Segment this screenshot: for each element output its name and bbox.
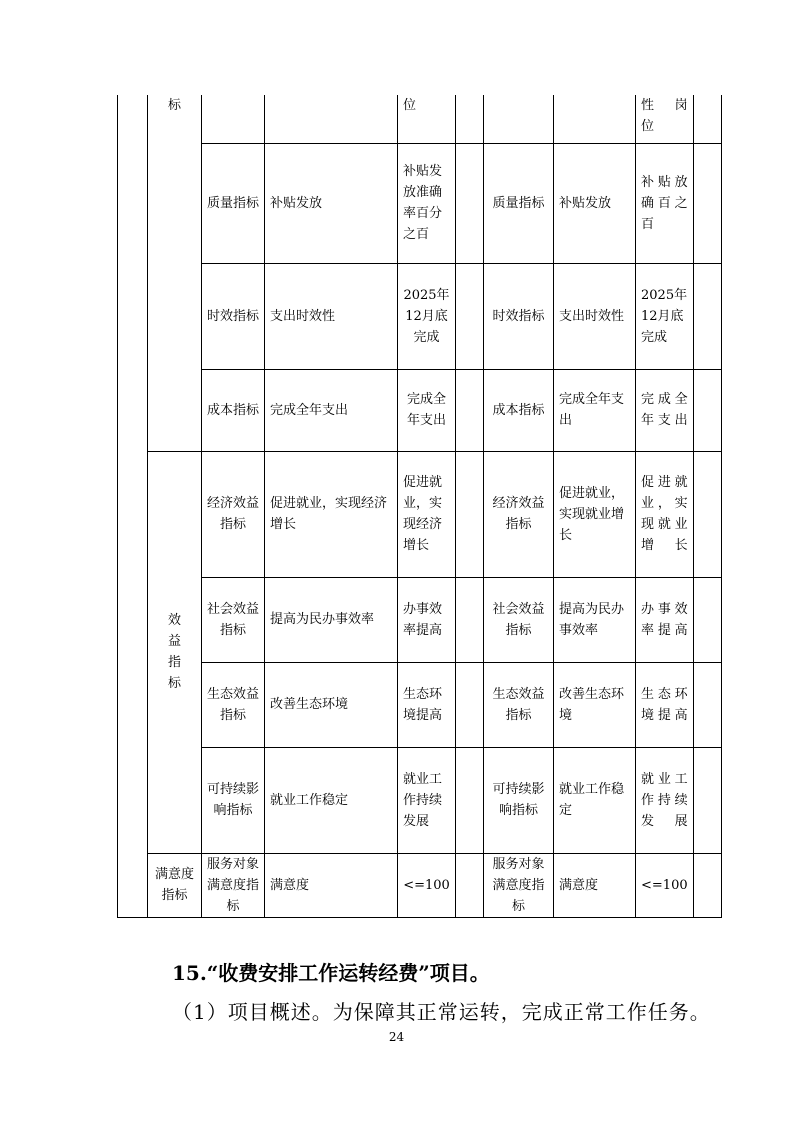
indicator-value: 2025年12月底完成 xyxy=(636,263,694,369)
indicator-name: 时效指标 xyxy=(484,263,554,369)
indicator-content: 改善生态环境 xyxy=(554,662,636,747)
indicator-content: 完成全年支出 xyxy=(554,369,636,451)
table-cell xyxy=(265,95,398,143)
table-cell xyxy=(456,95,484,143)
indicator-content: 支出时效性 xyxy=(265,263,398,369)
indicator-content: 提高为民办事效率 xyxy=(554,577,636,662)
table-cell xyxy=(693,95,721,143)
indicator-content: 促进就业，实现就业增长 xyxy=(554,451,636,577)
performance-indicator-table xyxy=(117,95,722,918)
table-cell: 位 xyxy=(398,95,456,143)
outer-left-cell xyxy=(118,95,148,917)
indicator-name: 生态效益指标 xyxy=(484,662,554,747)
indicator-value: 促进就业，实现经济增长 xyxy=(398,451,456,577)
indicator-content: 支出时效性 xyxy=(554,263,636,369)
indicator-content: 补贴发放 xyxy=(554,143,636,263)
category-cell-benefit: 效益指标 xyxy=(148,451,202,853)
indicator-name: 经济效益指标 xyxy=(202,451,265,577)
table-cell xyxy=(456,263,484,369)
indicator-name: 生态效益指标 xyxy=(202,662,265,747)
indicator-value: <=100 xyxy=(636,853,694,917)
indicator-content: 促进就业，实现经济增长 xyxy=(265,451,398,577)
table-cell: 性 岗 位 xyxy=(636,95,694,143)
table-cell xyxy=(456,143,484,263)
table-cell xyxy=(693,451,721,577)
body-paragraph: （1）项目概述。为保障其正常运转，完成正常工作任务。 xyxy=(172,1000,711,1024)
indicator-value: 完成全年支出 xyxy=(398,369,456,451)
table-cell xyxy=(693,577,721,662)
indicator-value: 生态环境提高 xyxy=(398,662,456,747)
table-cell xyxy=(693,263,721,369)
category-cell-satisfaction: 满意度指标 xyxy=(148,853,202,917)
indicator-content: 提高为民办事效率 xyxy=(265,577,398,662)
indicator-name: 质量指标 xyxy=(484,143,554,263)
table-cell xyxy=(693,143,721,263)
table-cell xyxy=(693,662,721,747)
table-cell xyxy=(456,451,484,577)
table-cell xyxy=(484,95,554,143)
indicator-name: 成本指标 xyxy=(202,369,265,451)
indicator-content: 改善生态环境 xyxy=(265,662,398,747)
indicator-name: 时效指标 xyxy=(202,263,265,369)
table-cell xyxy=(693,369,721,451)
table-cell xyxy=(202,95,265,143)
table-cell xyxy=(693,747,721,853)
indicator-value: 办事效率提高 xyxy=(636,577,694,662)
indicator-value: 办事效率提高 xyxy=(398,577,456,662)
indicator-value: <=100 xyxy=(398,853,456,917)
indicator-name: 社会效益指标 xyxy=(484,577,554,662)
indicator-content: 就业工作稳定 xyxy=(265,747,398,853)
indicator-name: 社会效益指标 xyxy=(202,577,265,662)
indicator-value: 就业工作持续发展 xyxy=(636,747,694,853)
indicator-name: 服务对象满意度指标 xyxy=(202,853,265,917)
table-cell xyxy=(693,853,721,917)
indicator-value: 生态环境提高 xyxy=(636,662,694,747)
indicator-name: 质量指标 xyxy=(202,143,265,263)
table-cell xyxy=(456,747,484,853)
indicator-content: 满意度 xyxy=(554,853,636,917)
indicator-value: 补贴发放准确率百分之百 xyxy=(398,143,456,263)
table-cell xyxy=(456,577,484,662)
indicator-value: 补贴放确百之百 xyxy=(636,143,694,263)
table-cell xyxy=(456,853,484,917)
indicator-name: 服务对象满意度指标 xyxy=(484,853,554,917)
table-cell xyxy=(554,95,636,143)
indicator-value: 2025年12月底完成 xyxy=(398,263,456,369)
indicator-name: 经济效益指标 xyxy=(484,451,554,577)
indicator-name: 可持续影响指标 xyxy=(202,747,265,853)
page-number: 24 xyxy=(388,1030,405,1044)
indicator-value: 完成全年支出 xyxy=(636,369,694,451)
indicator-content: 完成全年支出 xyxy=(265,369,398,451)
indicator-value: 促进就业，实现就业增长 xyxy=(636,451,694,577)
indicator-content: 就业工作稳定 xyxy=(554,747,636,853)
section-heading: 15.“收费安排工作运转经费”项目。 xyxy=(172,961,490,985)
indicator-content: 满意度 xyxy=(265,853,398,917)
indicator-name: 成本指标 xyxy=(484,369,554,451)
table-cell xyxy=(456,662,484,747)
indicator-value: 就业工作持续发展 xyxy=(398,747,456,853)
indicator-name: 可持续影响指标 xyxy=(484,747,554,853)
table-cell xyxy=(456,369,484,451)
indicator-content: 补贴发放 xyxy=(265,143,398,263)
category-cell-output: 标 xyxy=(148,95,202,451)
